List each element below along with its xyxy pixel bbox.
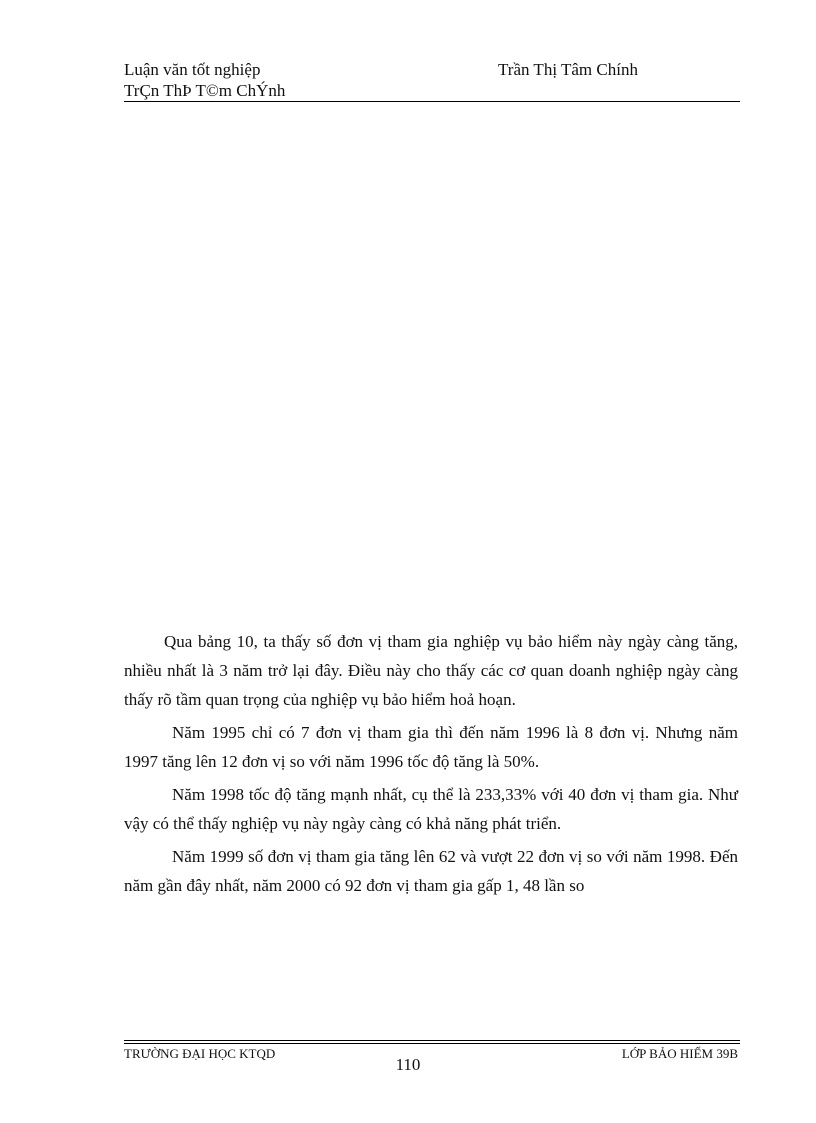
footer-divider-top (124, 1040, 740, 1041)
paragraph-1: Qua bảng 10, ta thấy số đơn vị tham gia nghiệp vụ bảo hiểm này ngày càng tăng, nhiều nhất là 3 năm trở lại đây. Điều này cho thấy các cơ quan doanh nghiệp ngày càng thấy rõ tầm quan trọng của nghiệp vụ bảo hiểm hoả hoạn. (124, 632, 738, 709)
paragraph-4: Năm 1999 số đơn vị tham gia tăng lên 62 và vượt 22 đơn vị so với năm 1998. Đến năm gần đây nhất, năm 2000 có 92 đơn vị tham gia gấp 1, 48 lần so (124, 847, 738, 895)
header-author-name: Trần Thị Tâm Chính (498, 60, 638, 79)
paragraph-2: Năm 1995 chỉ có 7 đơn vị tham gia thì đến năm 1996 là 8 đơn vị. Nhưng năm 1997 tăng lên 12 đơn vị so với năm 1996 tốc độ tăng là 50%. (124, 723, 738, 771)
header-author-garbled: TrÇn ThÞ T©m ChÝnh (124, 81, 286, 100)
header-thesis-title: Luận văn tốt nghiệp (124, 60, 261, 79)
page-number: 110 (395, 1055, 421, 1074)
footer-school-name: TRƯỜNG ĐẠI HỌC KTQD (124, 1046, 276, 1061)
footer-class-name: LỚP BẢO HIỂM 39B (621, 1046, 738, 1061)
body-text (124, 627, 738, 904)
paragraph-3: Năm 1998 tốc độ tăng mạnh nhất, cụ thể là 233,33% với 40 đơn vị tham gia. Như vậy có thể thấy nghiệp vụ này ngày càng có khả năng phát triển. (124, 785, 738, 833)
header-divider (124, 101, 740, 102)
footer-divider-bottom (124, 1043, 740, 1044)
